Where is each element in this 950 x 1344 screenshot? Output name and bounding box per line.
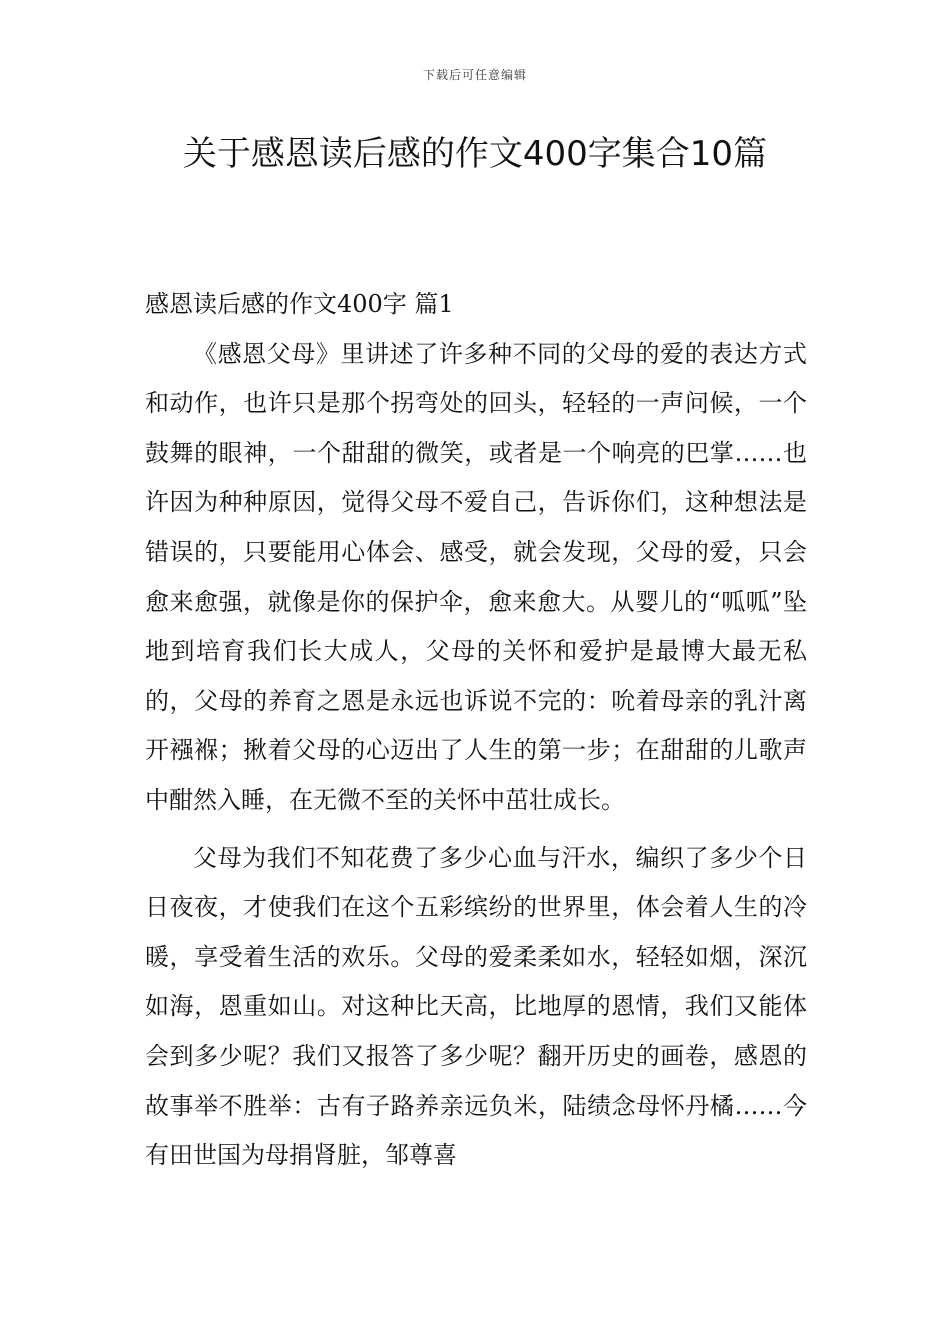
section-heading: 感恩读后感的作文400字 篇1 [145,290,454,318]
body-paragraph-2: 父母为我们不知花费了多少心血与汗水，编织了多少个日日夜夜，才使我们在这个五彩缤纷的世界里，体会着人生的冷暖，享受着生活的欢乐。父母的爱柔柔如水，轻轻如烟，深沉如海，恩重如山。对这种比天高，比地厚的恩情，我们又能体会到多少呢？我们又报答了多少呢？翻开历史的画卷，感恩的故事举不胜举：古有子路养亲远负米，陆绩念母怀丹橘……今有田世国为母捐肾脏，邹尊喜 [145,843,807,1170]
header-note: 下载后可任意编辑 [422,68,527,82]
body-paragraph-1: 《感恩父母》里讲述了许多种不同的父母的爱的表达方式和动作，也许只是那个拐弯处的回头，轻轻的一声问候，一个鼓舞的眼神，一个甜甜的微笑，或者是一个响亮的巴掌……也许因为种种原因，觉得父母不爱自己，告诉你们，这种想法是错误的，只要能用心体会、感受，就会发现，父母的爱，只会愈来愈强，就像是你的保护伞，愈来愈大。从婴儿的“呱呱”坠地到培育我们长大成人，父母的关怀和爱护是最博大最无私的，父母的养育之恩是永远也诉说不完的：吮着母亲的乳汁离开襁褓；揪着父母的心迈出了人生的第一步；在甜甜的儿歌声中酣然入睡，在无微不至的关怀中茁壮成长。 [145,339,807,814]
document-body [145,280,807,1181]
document-title: 关于感恩读后感的作文400字集合10篇 [182,134,768,174]
